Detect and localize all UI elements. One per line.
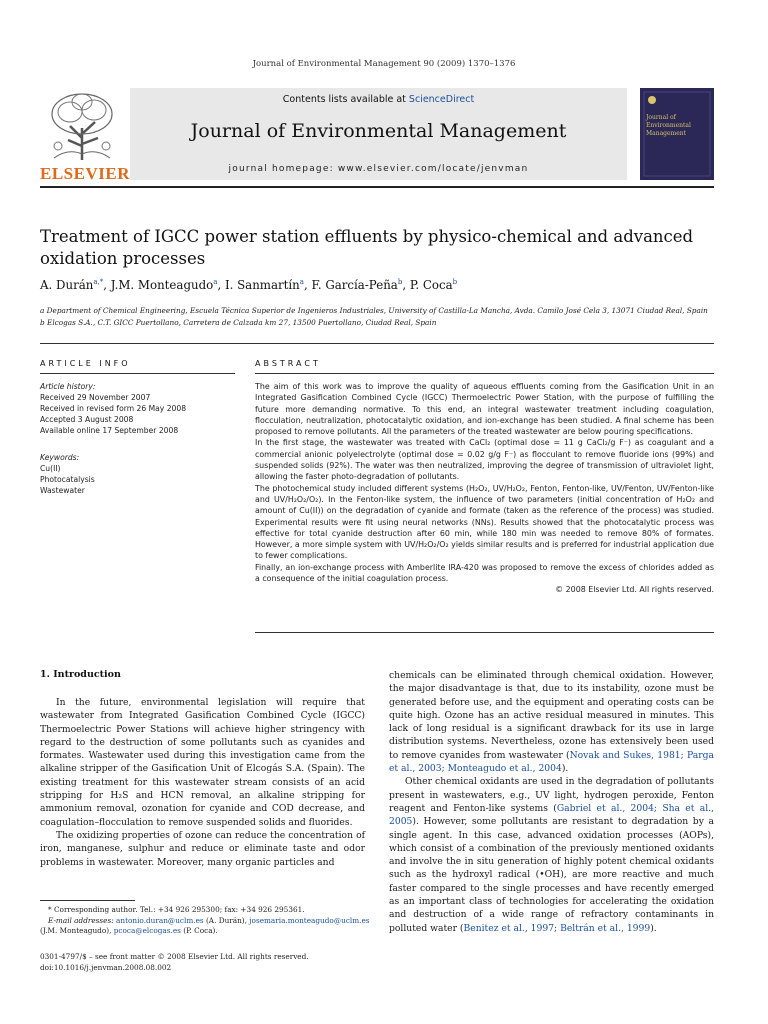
body-paragraph: In the future, environmental legislation will require that wastewater from Integrated Gasification Combined Cycle (IGCC) Thermoelectric Power Stations will achieve higher stringency with regard to the destruction of some pollutants such as cyanides and formates. Wastewater used during this investigation came from the alkaline stripper of the Gasification Unit of Elcogás S.A. (Spain). The existing treatment for this wastewater stream consists of an acid stripping for H₂S and HCN removal, an alkaline stripping for ammonium removal, ozonation for cyanide and COD decrease, and coagulation–flocculation to remove suspended solids and fluorides.: [40, 697, 365, 828]
history-item: Received 29 November 2007: [40, 393, 151, 402]
history-item: Received in revised form 26 May 2008: [40, 404, 187, 413]
tree-logo-icon: [40, 88, 124, 164]
author-list: A. Durán$^{a,*}$, J.M. Monteagudo$^a$, I. Sanmartín$^a$, F. García-Peña$^b$, P. Coca$^b$: [40, 278, 458, 292]
author-name: P. Coca: [409, 278, 453, 292]
author-affiliation-mark[interactable]: b: [397, 278, 403, 287]
keywords-label: Keywords:: [40, 453, 80, 462]
email-link[interactable]: antonio.duran@uclm.es: [116, 915, 204, 925]
issn-line: 0301-4797/$ – see front matter © 2008 Elsevier Ltd. All rights reserved.: [40, 952, 309, 961]
history-item: Available online 17 September 2008: [40, 426, 179, 435]
abstract-paragraph: The aim of this work was to improve the quality of aqueous effluents coming from the Gasification Unit in an Integrated Gasification Combined Cycle (IGCC) Thermoelectric Power Station, with the purpose of fulfilling the future more demanding normative. To this end, an integral wastewater treatment including coagulation, flocculation, neutralization, photocatalytic oxidation, and ion-exchange has been studied. A final scheme has been proposed to remove pollutants. All the parameters of the treated wastewater are below pouring specifications.: [255, 382, 714, 437]
body-text: Other chemical oxidants are used in the degradation of pollutants present in wastewaters, e.g., UV light, hydrogen peroxide, Fenton reagent and Fenton-like systems (: [389, 776, 714, 814]
journal-banner: [130, 88, 627, 180]
email-owner: (A. Durán),: [203, 915, 250, 925]
email-addresses: [40, 916, 370, 937]
body-paragraph: The oxidizing properties of ozone can reduce the concentration of iron, manganese, sulphur and reduce or eliminate taste and odor problems in wastewater. Moreover, many organic particles and: [40, 829, 365, 868]
abstract-label: ABSTRACT: [255, 359, 321, 368]
footnote-rule: [40, 900, 135, 901]
contents-prefix: Contents lists available at: [282, 94, 409, 105]
author-name: F. García-Peña: [311, 278, 398, 292]
header-rule: [40, 186, 714, 188]
abstract-paragraph: Finally, an ion-exchange process with Amberlite IRA-420 was proposed to remove the excess of chlorides added as a consequence of the initial coagulation process.: [255, 562, 714, 584]
article-info-label: ARTICLE INFO: [40, 359, 131, 368]
article-history: [40, 381, 230, 436]
citation-link[interactable]: Benitez et al., 1997; Beltrán et al., 1999: [463, 922, 651, 934]
author-affiliation-mark[interactable]: b: [452, 278, 458, 287]
email-link[interactable]: pcoca@elcogas.es: [113, 926, 181, 935]
affiliation-a: a Department of Chemical Engineering, Escuela Técnica Superior de Ingenieros Industriales, University of Castilla-La Mancha, Avda. Camilo José Cela 3, 13071 Ciudad Real, Spain: [40, 306, 708, 315]
cover-title: Journal of Environmental Management: [646, 114, 691, 137]
elsevier-logo: [40, 88, 130, 183]
email-owner: (P. Coca).: [180, 926, 218, 935]
body-text: ).: [561, 763, 569, 775]
email-owner: (J.M. Monteagudo),: [40, 926, 114, 935]
keywords-block: [40, 452, 230, 496]
author-name: A. Durán: [40, 278, 94, 292]
body-text: ).: [650, 922, 657, 934]
body-paragraph: [389, 775, 714, 935]
author-affiliation-mark[interactable]: a: [299, 278, 304, 287]
corresponding-author-note: * Corresponding author. Tel.: +34 926 295300; fax: +34 926 295361.: [48, 905, 305, 914]
abstract-paragraph: In the first stage, the wastewater was treated with CaCl₂ (optimal dose = 11 g CaCl₂/g F⁻) as coagulant and a commercial anionic polyelectrolyte (optimal dose = 0.02 g/g F⁻) as flocculant to remove fluoride ions (99%) and suspended solids (92%). The water was then neutralized, improving the degree of transmission of ultraviolet light, allowing the faster photo-degradation of pollutants.: [255, 438, 714, 482]
journal-reference: Journal of Environmental Management 90 (2009) 1370–1376: [252, 59, 516, 69]
doi-line[interactable]: doi:10.1016/j.jenvman.2008.08.002: [40, 963, 172, 972]
journal-cover-image: [640, 88, 714, 180]
footnote: [40, 905, 370, 937]
body-text: chemicals can be eliminated through chemical oxidation. However, the major disadvantage is that, due to its instability, ozone must be generated before use, and the equipment and operating costs can be quite high. Ozone has an active residual measured in minutes. This lack of long residual is a significant drawback for its use in large distribution systems. Nevertheless, ozone has extensively been used to remove cyanides from wastewater (: [389, 670, 714, 761]
abstract-copyright: © 2008 Elsevier Ltd. All rights reserved.: [555, 585, 714, 595]
article-info-rule: [40, 373, 235, 374]
history-label: Article history:: [40, 382, 96, 391]
keyword: Wastewater: [40, 486, 85, 495]
journal-homepage[interactable]: journal homepage: www.elsevier.com/locate/jenvman: [228, 164, 529, 174]
author-affiliation-mark[interactable]: a,*: [93, 278, 104, 287]
contents-line: [130, 94, 627, 105]
abstract-paragraph: The photochemical study included different systems (H₂O₂, UV/H₂O₂, Fenton, Fenton-like, UV/Fenton, UV/Fenton-like and UV/H₂O₂/O₂). In the Fenton-like system, the influence of two parameters (initial concentration of H₂O₂ and amount of Cu(II)) on the degradation of cyanide and formate (taken as the reference of the process) was studied. Experimental results were fit using neural networks (NNs). Results showed that the photocatalytic process was effective for total cyanide destruction after 60 min, while 180 min was needed to remove 80% of formates. However, a more simple system with UV/H₂O₂/O₂ yields similar results and is preferred for industrial application due to fewer complications.: [255, 483, 714, 561]
author-affiliation-mark[interactable]: a: [213, 278, 218, 287]
body-text: ). However, some pollutants are resistant to degradation by a single agent. In this case, advanced oxidation processes (AOPs), which consist of a combination of the previously mentioned oxidants and involve the in situ generation of highly potent chemical oxidants such as the hydroxyl radical (•OH), are more reactive and much faster compared to the single processes and have recently emerged as an important class of technologies for accelerating the oxidation and destruction of a wide range of refractory contaminants in polluted water (: [389, 816, 714, 934]
front-matter: [40, 951, 370, 973]
publisher-logo-text: ELSEVIER: [40, 164, 130, 183]
citation-link[interactable]: Gabriel et al., 2004; Sha et al., 2005: [389, 802, 714, 828]
sciencedirect-link[interactable]: ScienceDirect: [408, 94, 475, 105]
citation-link[interactable]: Novak and Sukes, 1981; Parga et al., 2003; Monteagudo et al., 2004: [389, 749, 714, 775]
abstract-rule: [255, 373, 714, 374]
right-column: [389, 669, 714, 935]
journal-title: Journal of Environmental Management: [190, 120, 567, 142]
affiliation-b: b Elcogas S.A., C.T. GICC Puertollano, Carretera de Calzada km 27, 13500 Puertollano, Ciudad Real, Spain: [40, 318, 437, 327]
abstract-body: [255, 381, 714, 596]
article-title: Treatment of IGCC power station effluents by physico-chemical and advanced oxidation processes: [40, 227, 694, 268]
author-name: J.M. Monteagudo: [110, 278, 214, 292]
keyword: Photocatalysis: [40, 475, 95, 484]
left-column: [40, 696, 365, 869]
section-rule: [40, 343, 714, 344]
body-paragraph: [389, 669, 714, 775]
author-name: I. Sanmartín: [224, 278, 300, 292]
email-label: E-mail addresses:: [48, 915, 117, 925]
email-link[interactable]: josemaria.monteagudo@uclm.es: [249, 915, 370, 925]
introduction-heading: 1. Introduction: [40, 669, 121, 680]
keyword: Cu(II): [40, 464, 61, 473]
history-item: Accepted 3 August 2008: [40, 415, 134, 424]
abstract-bottom-rule: [255, 632, 714, 633]
